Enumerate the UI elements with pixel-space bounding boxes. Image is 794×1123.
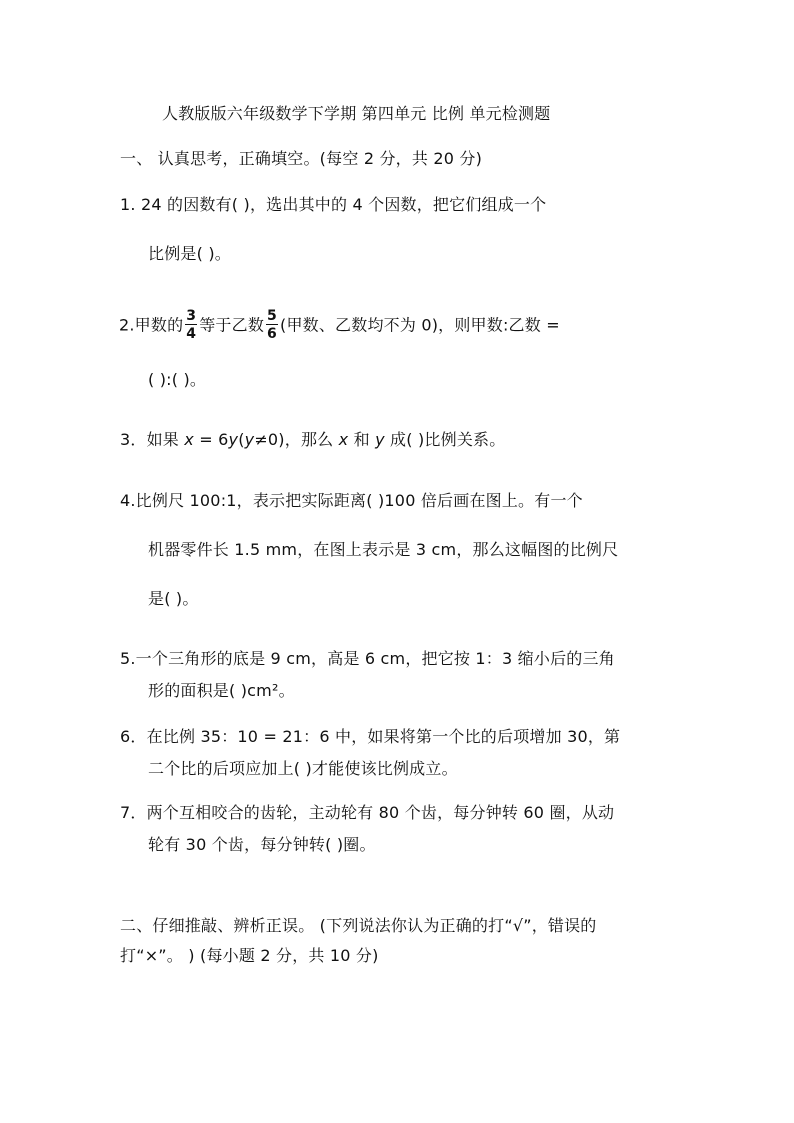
question-4-line-3: 是( )。 bbox=[148, 589, 199, 608]
section-2-heading-line-1: 二、仔细推敲、辨析正误。 (下列说法你认为正确的打“√”，错误的 bbox=[120, 916, 597, 935]
q3-part-3: ( bbox=[238, 430, 245, 449]
question-4-line-2: 机器零件长 1.5 mm，在图上表示是 3 cm，那么这幅图的比例尺 bbox=[148, 540, 619, 559]
question-6-line-1: 6．在比例 35：10 = 21：6 中，如果将第一个比的后项增加 30，第 bbox=[120, 727, 621, 746]
fraction-three-quarters bbox=[185, 309, 197, 341]
question-2-suffix: (甲数、乙数均不为 0)，则甲数:乙数 = bbox=[280, 315, 560, 335]
question-2-prefix: 2.甲数的 bbox=[119, 315, 184, 335]
fraction-2-numerator: 5 bbox=[267, 308, 277, 324]
question-6-line-2: 二个比的后项应加上( )才能使该比例成立。 bbox=[148, 759, 458, 778]
fraction-2-denominator: 6 bbox=[267, 326, 277, 342]
variable-x: x bbox=[338, 430, 349, 449]
fraction-1-numerator: 3 bbox=[186, 308, 197, 324]
question-2-middle: 等于乙数 bbox=[199, 315, 265, 335]
variable-y: y bbox=[228, 430, 239, 449]
question-5-line-1: 5.一个三角形的底是 9 cm，高是 6 cm，把它按 1：3 缩小后的三角 bbox=[120, 649, 615, 668]
question-7-line-2: 轮有 30 个齿，每分钟转( )圈。 bbox=[148, 835, 376, 854]
question-1-line-2: 比例是( )。 bbox=[148, 244, 231, 263]
q3-part-5: 和 bbox=[348, 430, 376, 449]
q3-part-1: 3．如果 bbox=[120, 430, 185, 449]
q3-part-4: ≠0)，那么 bbox=[254, 430, 339, 449]
q3-part-6: 成( )比例关系。 bbox=[384, 430, 506, 449]
question-1-line-1: 1. 24 的因数有( )，选出其中的 4 个因数，把它们组成一个 bbox=[120, 195, 547, 214]
fraction-1-denominator: 4 bbox=[186, 326, 197, 342]
question-7-line-1: 7．两个互相咬合的齿轮，主动轮有 80 个齿，每分钟转 60 圈，从动 bbox=[120, 803, 615, 822]
question-5-line-2: 形的面积是( )cm²。 bbox=[148, 681, 295, 700]
section-1-heading: 一、 认真思考，正确填空。(每空 2 分，共 20 分) bbox=[120, 149, 483, 168]
page-title: 人教版版六年级数学下学期 第四单元 比例 单元检测题 bbox=[162, 104, 551, 123]
q3-part-2: = 6 bbox=[193, 430, 229, 449]
section-2-heading-line-2: 打“×”。 ) (每小题 2 分，共 10 分) bbox=[120, 946, 379, 965]
question-2-line-1 bbox=[119, 310, 560, 342]
question-2-line-2: ( ):( )。 bbox=[148, 370, 207, 389]
variable-y: y bbox=[375, 430, 385, 449]
variable-y: y bbox=[244, 430, 255, 449]
fraction-five-sixths bbox=[266, 309, 278, 341]
question-4-line-1: 4.比例尺 100:1，表示把实际距离( )100 倍后画在图上。有一个 bbox=[120, 491, 583, 510]
question-3 bbox=[120, 430, 505, 450]
variable-x: x bbox=[184, 430, 194, 449]
